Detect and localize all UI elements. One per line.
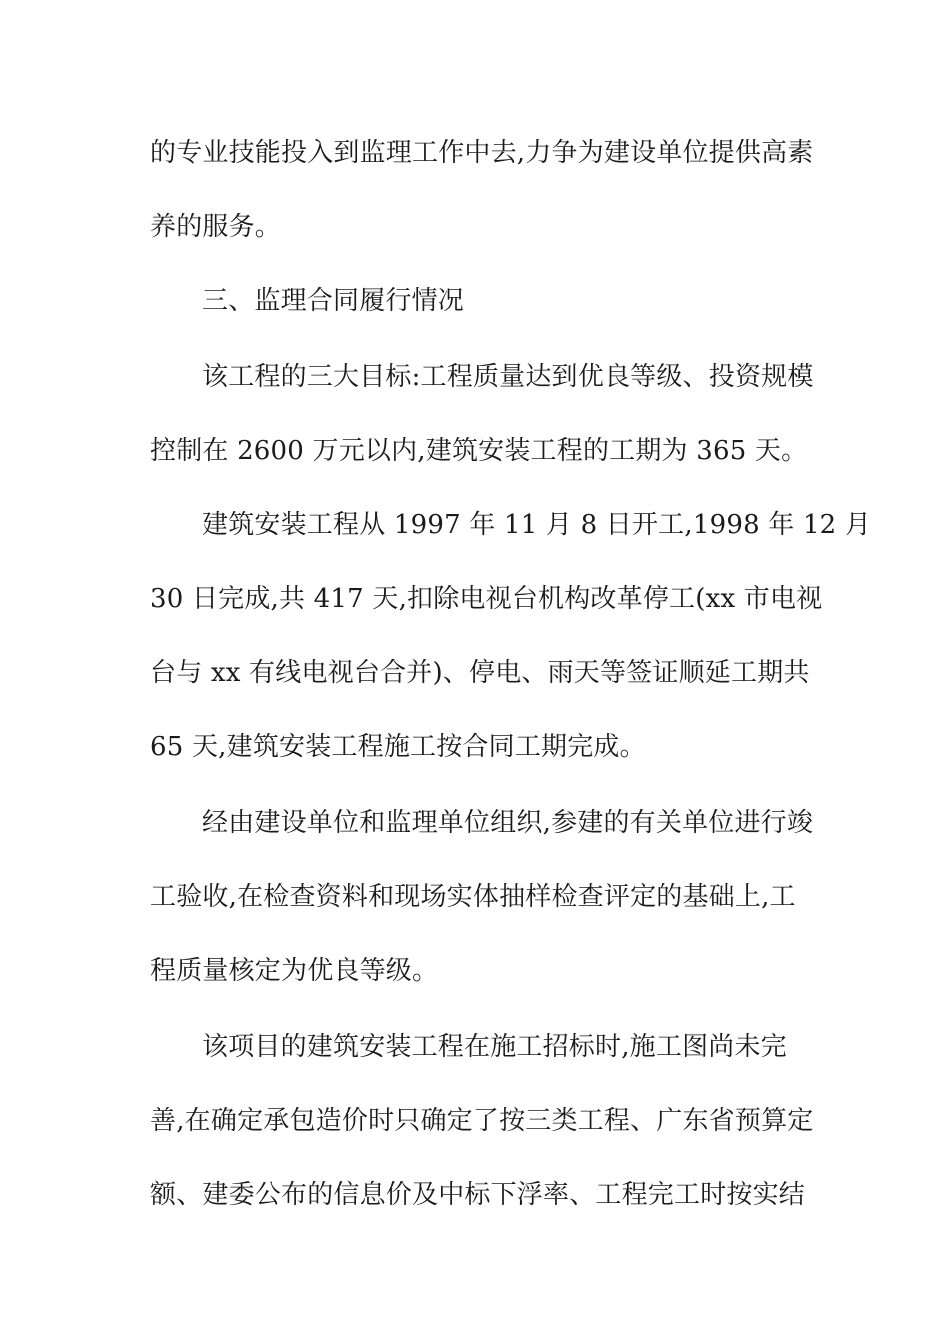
text-line: 该项目的建筑安装工程在施工招标时,施工图尚未完 xyxy=(202,1032,787,1062)
text-line: 控制在 2600 万元以内,建筑安装工程的工期为 365 天。 xyxy=(150,436,808,466)
text-line: 该工程的三大目标:工程质量达到优良等级、投资规模 xyxy=(202,362,814,392)
text-line: 的专业技能投入到监理工作中去,力争为建设单位提供高素 xyxy=(150,138,814,168)
text-line: 65 天,建筑安装工程施工按合同工期完成。 xyxy=(150,732,646,762)
section-heading: 三、监理合同履行情况 xyxy=(202,286,465,316)
text-line: 程质量核定为优良等级。 xyxy=(150,956,439,986)
text-line: 养的服务。 xyxy=(150,212,282,242)
text-line: 额、建委公布的信息价及中标下浮率、工程完工时按实结 xyxy=(150,1180,806,1210)
text-line: 善,在确定承包造价时只确定了按三类工程、广东省预算定 xyxy=(150,1106,814,1136)
text-line: 工验收,在检查资料和现场实体抽样检查评定的基础上,工 xyxy=(150,882,796,912)
text-line: 建筑安装工程从 1997 年 11 月 8 日开工,1998 年 12 月 xyxy=(202,510,872,540)
text-line: 经由建设单位和监理单位组织,参建的有关单位进行竣 xyxy=(202,808,814,838)
text-line: 台与 xx 有线电视台合并)、停电、雨天等签证顺延工期共 xyxy=(150,658,810,688)
text-line: 30 日完成,共 417 天,扣除电视台机构改革停工(xx 市电视 xyxy=(150,584,823,614)
